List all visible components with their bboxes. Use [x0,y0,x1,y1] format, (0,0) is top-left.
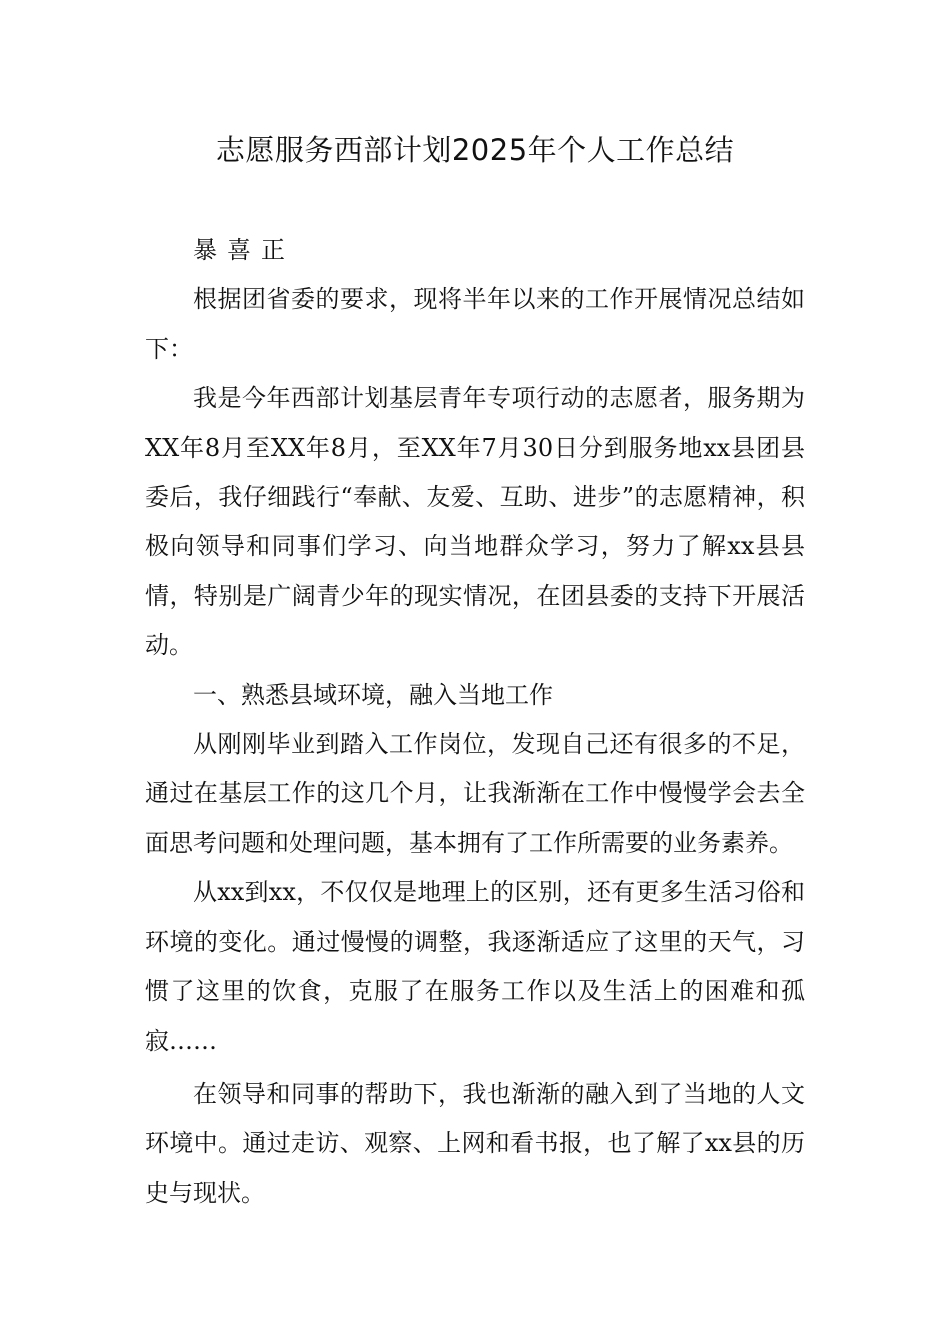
adaptation-paragraph: 从刚刚毕业到踏入工作岗位，发现自己还有很多的不足，通过在基层工作的这几个月，让我渐渐在工作中慢慢学会去全面思考问题和处理问题，基本拥有了工作所需要的业务素养。 [145,730,805,857]
section-heading: 一、熟悉县域环境，融入当地工作 [193,680,553,709]
background-paragraph: 我是今年西部计划基层青年专项行动的志愿者，服务期为XX年8月至XX年8月，至XX年7月30日分到服务地xx县团县委后，我仔细践行“奉献、友爱、互助、进步”的志愿精神，积极向领导和同事们学习、向当地群众学习，努力了解xx县县情，特别是广阔青少年的现实情况，在团县委的支持下开展活动。 [145,384,805,660]
environment-paragraph: 从xx到xx，不仅仅是地理上的区别，还有更多生活习俗和环境的变化。通过慢慢的调整，我逐渐适应了这里的天气，习惯了这里的饮食，克服了在服务工作以及生活上的困难和孤寂…… [145,878,805,1055]
author-name: 暴喜正 [193,236,295,264]
intro-paragraph: 根据团省委的要求，现将半年以来的工作开展情况总结如下： [145,285,805,363]
integration-paragraph: 在领导和同事的帮助下，我也渐渐的融入到了当地的人文环境中。通过走访、观察、上网和看书报，也了解了xx县的历史与现状。 [145,1079,805,1207]
document-title: 志愿服务西部计划2025年个人工作总结 [215,133,735,167]
document-body [145,226,805,1218]
